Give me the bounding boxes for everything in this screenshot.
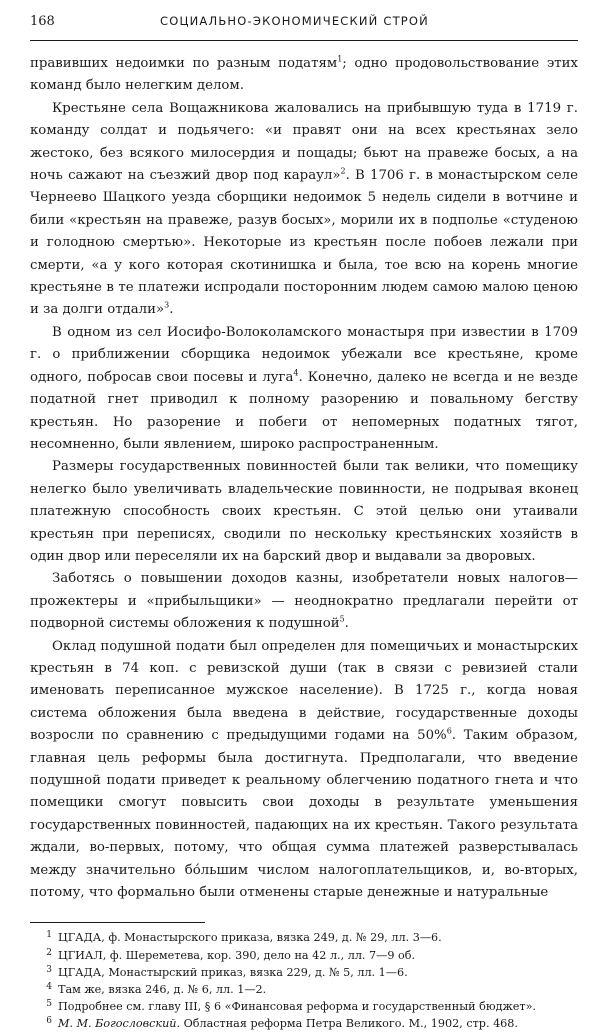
paragraph-text: . В 1706 г. в монастырском селе Чернеево Шацкого уезда сборщики недоимок 5 недель сидели в вотчине и били «крестьян на правеже, разув босых», морили их в подполье «студеною и голодною смертью». Некоторые из крестьян после побоев лежали при смерти, «а у кого которая скотинишка и была, тое всю на корень многие крестьяне в те платежи испродали посторонним людем самою малою ценою и за долги отдали» (30, 168, 578, 318)
footnote-number: 1 (46, 930, 52, 941)
footnote-divider (30, 922, 205, 923)
footnote-ref: 6 (446, 726, 452, 736)
paragraph-text: . (169, 302, 174, 318)
paragraph (30, 456, 578, 568)
footnote-text-wrap (58, 947, 415, 964)
body-text (30, 53, 578, 904)
footnote-ref: 5 (339, 614, 345, 624)
footnote-text-wrap (58, 964, 408, 981)
paragraph-text: Крестьяне села Вощажникова жаловались на прибывшую туда в 1719 г. команду солдат и подьячего: «и правят они на всех крестьянах зело жестоко, без всякого милосердия и пощады; бьют на правеже босых, а на ночь сажают на съезжий двор под караул» (30, 100, 578, 184)
footnote-text: Подробнее см. главу III, § 6 «Финансовая реформа и государственный бюджет». (58, 1000, 536, 1014)
paragraph (30, 322, 578, 456)
footnote-number: 4 (46, 982, 52, 993)
paragraph-text: правивших недоимки по разным податям (30, 56, 338, 71)
paragraph-text: . (344, 616, 349, 632)
footnote-number: 3 (46, 964, 52, 975)
footnote-ref: 3 (164, 301, 170, 311)
paragraph-text: В одном из сел Иосифо-Волоколамского монастыря при известии в 1709 г. о приближении сборщика недоимок убежали все крестьяне, кроме одного, побросав свои посевы и луга (30, 324, 578, 385)
footnote-text: ЦГАДА, Монастырский приказ, вязка 229, д. № 5, лл. 1—6. (58, 965, 408, 979)
footnote-author: М. М. Богословский. (58, 1017, 181, 1031)
footnote-text-wrap (58, 998, 536, 1015)
running-title: СОЦИАЛЬНО-ЭКОНОМИЧЕСКИЙ СТРОЙ (160, 14, 429, 28)
footnote-number: 2 (46, 947, 52, 958)
footnote-number: 6 (46, 1016, 52, 1027)
footnotes (30, 929, 578, 1032)
footnote-ref: 1 (337, 54, 343, 64)
footnote (30, 929, 578, 946)
paragraph (30, 636, 578, 905)
footnote-ref: 2 (340, 166, 346, 176)
footnote (30, 998, 578, 1015)
paragraph-text: Размеры государственных повинностей были так велики, что помещику нелегко было увеличивать владельческие повинности, не подрывая вконец платежную способность своих крестьян. С этой целью они утаивали крестьян при переписях, сводили по нескольку крестьянских хозяйств в один двор или переселяли их на барский двор и выдавали за дворовых. (30, 459, 578, 564)
footnote (30, 981, 578, 998)
paragraph (30, 98, 578, 322)
paragraph-text: Оклад подушной подати был определен для помещичьих и монастырских крестьян в 74 коп. с ревизской души (так в связи с ревизией стали именовать переписанное мужское население). В 1725 г., когда новая система обложения была введена в действие, государственные доходы возросли по сравнению с предыдущими годами на 50% (30, 638, 578, 744)
footnote-text: Областная реформа Петра Великого. М., 1902, стр. 468. (180, 1017, 518, 1031)
footnote (30, 964, 578, 981)
footnote-text-wrap (58, 929, 442, 946)
paragraph (30, 568, 578, 635)
footnote-text: ЦГИАЛ, ф. Шереметева, кор. 390, дело на 42 л., лл. 7—9 об. (58, 948, 416, 962)
footnote-text: ЦГАДА, ф. Монастырского приказа, вязка 249, д. № 29, лл. 3—6. (58, 931, 442, 945)
footnote (30, 1015, 578, 1032)
page (30, 14, 578, 1033)
paragraph-text: ; одно продовольствование этих команд было нелегким делом. (30, 56, 578, 94)
footnote-ref: 4 (293, 368, 299, 378)
paragraph-text: . Конечно, далеко не всегда и не везде податной гнет приводил к полному разорению и повальному бегству крестьян. Но разорение и побеги от непомерных податных тягот, несомненно, были явлением, широко распространенным. (30, 369, 578, 452)
footnote (30, 947, 578, 964)
footnote-text-wrap (58, 981, 266, 998)
footnote-number: 5 (46, 999, 52, 1010)
paragraph-text: . Таким образом, главная цель реформы была достигнута. Предполагали, что введение подушной подати приведет к реальному облегчению податного гнета и что помещики смогут повысить свои доходы в результате уменьшения государственных повинностей, падающих на их крестьян. Такого результата ждали, во-первых, потому, что общая сумма платежей разверстывалась между значительно бо́льшим числом налогоплательщиков, и, во-вторых, потому, что формально были отменены старые денежные и натуральные (30, 728, 578, 901)
paragraph-text: Заботясь о повышении доходов казны, изобретатели новых налогов— прожектеры и «прибыльщики» — неоднократно предлагали перейти от подворной системы обложения к подушной (30, 571, 578, 632)
footnote-text-wrap (58, 1015, 518, 1032)
page-number: 168 (30, 14, 55, 29)
footnote-text: Там же, вязка 246, д. № 6, лл. 1—2. (58, 983, 267, 997)
page-header (30, 14, 578, 41)
paragraph (30, 53, 578, 98)
